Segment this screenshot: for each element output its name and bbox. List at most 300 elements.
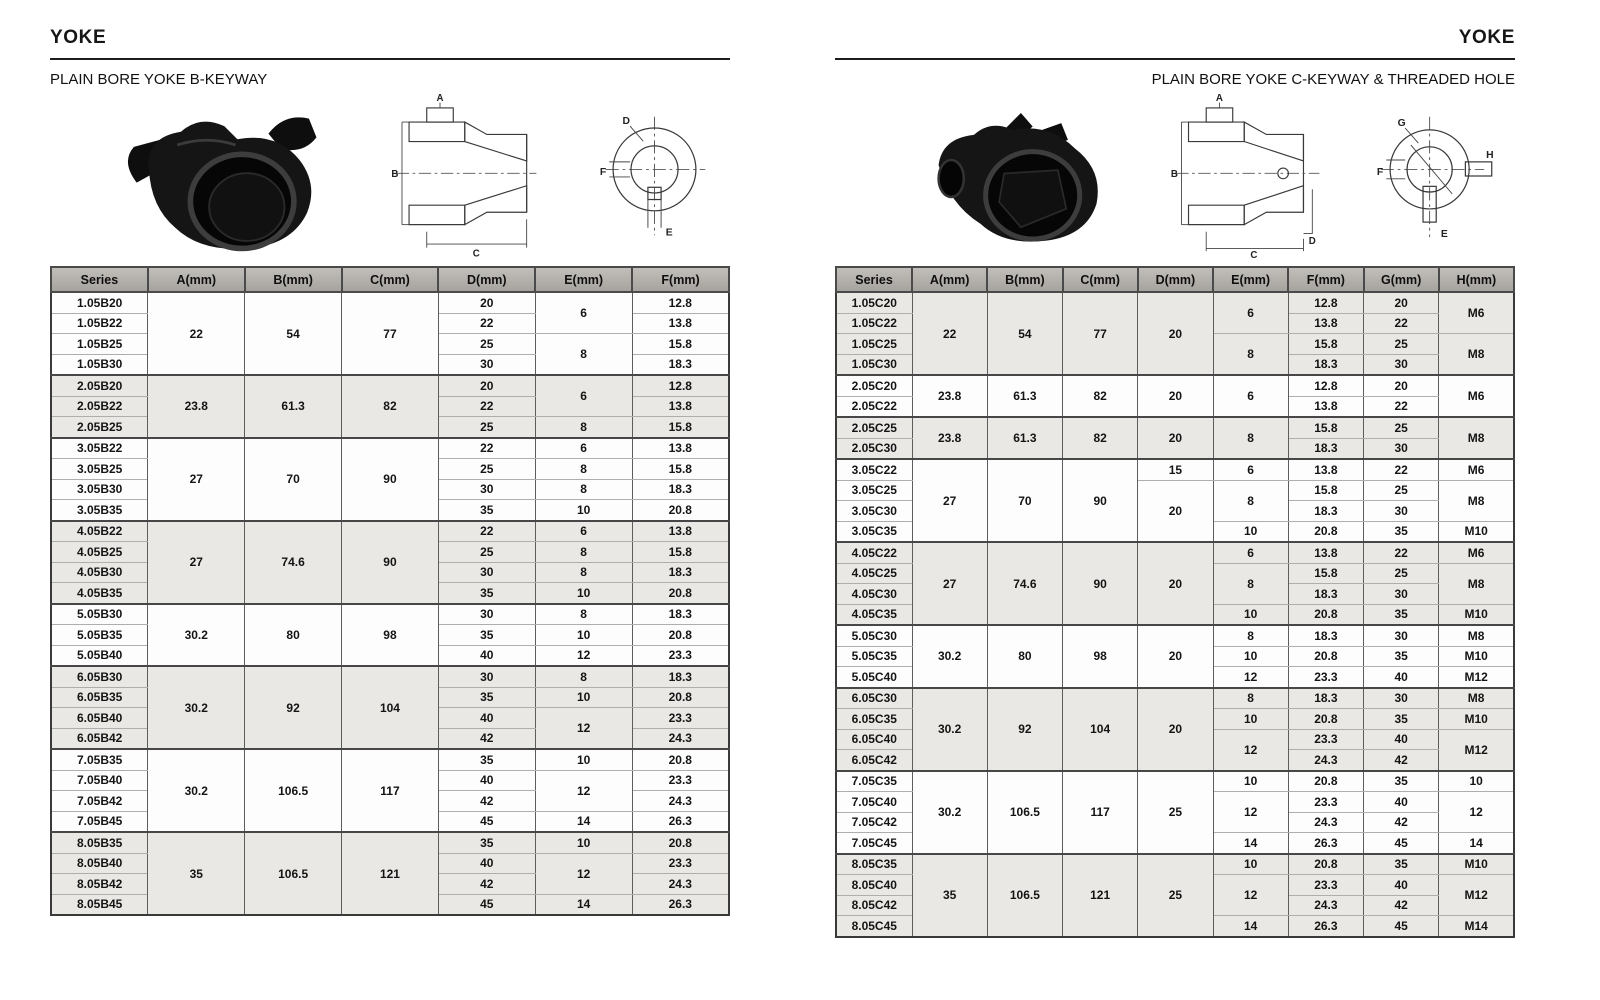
- value-cell: 20: [1138, 417, 1213, 459]
- series-group: [836, 417, 1514, 459]
- series-cell: 2.05B25: [51, 417, 148, 438]
- value-cell: 35: [438, 832, 535, 853]
- page-title-left: YOKE: [50, 27, 107, 48]
- table-row: [836, 854, 1514, 875]
- value-cell: 6: [535, 521, 632, 542]
- series-cell: 3.05C30: [836, 501, 912, 522]
- value-cell: 92: [245, 666, 342, 749]
- value-cell: M8: [1439, 417, 1514, 459]
- yoke-photo-icon: [92, 96, 332, 256]
- series-cell: 8.05B35: [51, 832, 148, 853]
- value-cell: 18.3: [1288, 688, 1363, 709]
- value-cell: 12: [1213, 875, 1288, 916]
- series-cell: 3.05C25: [836, 480, 912, 501]
- value-cell: 10: [535, 583, 632, 604]
- column-header: D(mm): [1138, 267, 1213, 292]
- value-cell: 20.8: [632, 500, 729, 521]
- value-cell: 106.5: [245, 749, 342, 832]
- value-cell: 24.3: [1288, 750, 1363, 771]
- value-cell: 20.8: [632, 832, 729, 853]
- table-row: [51, 438, 729, 459]
- series-cell: 7.05B40: [51, 770, 148, 791]
- value-cell: 20.8: [1288, 646, 1363, 667]
- value-cell: M8: [1439, 563, 1514, 604]
- yoke-end-view-drawing: [1364, 96, 1499, 256]
- value-cell: 20: [1138, 480, 1213, 542]
- value-cell: 30: [438, 604, 535, 625]
- value-cell: 8: [535, 459, 632, 480]
- value-cell: 106.5: [245, 832, 342, 915]
- series-cell: 5.05C30: [836, 625, 912, 646]
- value-cell: 35: [148, 832, 245, 915]
- value-cell: 106.5: [987, 854, 1062, 937]
- dim-label-a: A: [1215, 92, 1223, 104]
- series-cell: 6.05C40: [836, 729, 912, 750]
- series-cell: 4.05B22: [51, 521, 148, 542]
- series-cell: 5.05B30: [51, 604, 148, 625]
- series-cell: 3.05C22: [836, 459, 912, 480]
- table-row: [836, 292, 1514, 313]
- value-cell: 15.8: [1288, 417, 1363, 438]
- value-cell: M10: [1439, 854, 1514, 875]
- value-cell: 77: [1063, 292, 1138, 375]
- value-cell: 10: [535, 687, 632, 708]
- series-cell: 1.05B20: [51, 292, 148, 313]
- value-cell: 20: [1138, 542, 1213, 625]
- value-cell: 8: [1213, 480, 1288, 521]
- value-cell: 121: [342, 832, 439, 915]
- value-cell: 30: [1364, 501, 1439, 522]
- series-cell: 2.05C20: [836, 375, 912, 396]
- series-cell: 4.05C35: [836, 604, 912, 625]
- value-cell: 30.2: [912, 771, 987, 854]
- series-cell: 7.05C45: [836, 833, 912, 854]
- value-cell: 30: [438, 479, 535, 500]
- series-cell: 3.05B35: [51, 500, 148, 521]
- value-cell: 10: [535, 832, 632, 853]
- value-cell: 12: [1213, 729, 1288, 771]
- value-cell: 30.2: [148, 604, 245, 667]
- title-rule-right: [835, 58, 1515, 60]
- series-cell: 4.05B35: [51, 583, 148, 604]
- series-cell: 2.05B20: [51, 375, 148, 396]
- value-cell: 8: [535, 417, 632, 438]
- value-cell: 27: [912, 542, 987, 625]
- value-cell: 45: [438, 811, 535, 832]
- series-cell: 8.05B45: [51, 894, 148, 915]
- value-cell: 20.8: [1288, 521, 1363, 542]
- column-header: F(mm): [632, 267, 729, 292]
- value-cell: 23.3: [632, 645, 729, 666]
- dim-label-e: E: [1440, 229, 1448, 241]
- series-cell: 8.05C35: [836, 854, 912, 875]
- series-cell: 8.05C40: [836, 875, 912, 896]
- value-cell: 13.8: [1288, 459, 1363, 480]
- value-cell: 26.3: [632, 894, 729, 915]
- value-cell: 22: [438, 521, 535, 542]
- value-cell: 30: [1364, 354, 1439, 375]
- value-cell: 40: [438, 853, 535, 874]
- yoke-front-view-drawing: [1137, 92, 1332, 260]
- value-cell: 30: [438, 354, 535, 375]
- value-cell: 20.8: [1288, 854, 1363, 875]
- series-group: [836, 375, 1514, 417]
- value-cell: 6: [1213, 542, 1288, 563]
- value-cell: M12: [1439, 729, 1514, 771]
- series-cell: 6.05B42: [51, 728, 148, 749]
- column-header: B(mm): [245, 267, 342, 292]
- value-cell: 25: [1364, 563, 1439, 584]
- value-cell: 13.8: [632, 438, 729, 459]
- value-cell: 6: [535, 375, 632, 417]
- series-cell: 1.05B25: [51, 334, 148, 355]
- value-cell: M14: [1439, 916, 1514, 937]
- value-cell: 6: [1213, 292, 1288, 334]
- series-cell: 4.05C22: [836, 542, 912, 563]
- value-cell: 8: [535, 562, 632, 583]
- value-cell: 35: [1364, 646, 1439, 667]
- value-cell: 42: [438, 874, 535, 895]
- table-row: [51, 521, 729, 542]
- yoke-b-keyway-table: [50, 266, 730, 916]
- value-cell: 13.8: [632, 313, 729, 334]
- value-cell: 20.8: [632, 687, 729, 708]
- value-cell: 24.3: [632, 874, 729, 895]
- table-row: [51, 832, 729, 853]
- column-header: G(mm): [1364, 267, 1439, 292]
- value-cell: 20: [438, 292, 535, 313]
- value-cell: 10: [535, 625, 632, 646]
- table-row: [51, 666, 729, 687]
- value-cell: 8: [1213, 563, 1288, 604]
- value-cell: 14: [1213, 916, 1288, 937]
- value-cell: 8: [1213, 625, 1288, 646]
- value-cell: 18.3: [1288, 354, 1363, 375]
- value-cell: 20.8: [632, 749, 729, 770]
- series-cell: 7.05C40: [836, 792, 912, 813]
- drawings-right: [835, 92, 1515, 260]
- series-cell: 4.05C25: [836, 563, 912, 584]
- value-cell: 12.8: [1288, 292, 1363, 313]
- value-cell: 12: [535, 770, 632, 811]
- series-group: [836, 625, 1514, 688]
- value-cell: 20: [1138, 688, 1213, 771]
- value-cell: 14: [535, 894, 632, 915]
- value-cell: 82: [1063, 417, 1138, 459]
- value-cell: 30: [438, 562, 535, 583]
- value-cell: M8: [1439, 625, 1514, 646]
- dim-label-c: C: [472, 248, 480, 260]
- value-cell: M10: [1439, 646, 1514, 667]
- value-cell: 26.3: [1288, 916, 1363, 937]
- series-cell: 6.05B35: [51, 687, 148, 708]
- value-cell: 22: [1364, 542, 1439, 563]
- title-rule-left: [50, 58, 730, 60]
- value-cell: 8: [1213, 688, 1288, 709]
- value-cell: 14: [535, 811, 632, 832]
- series-cell: 2.05C25: [836, 417, 912, 438]
- value-cell: 35: [1364, 771, 1439, 792]
- value-cell: 6: [535, 292, 632, 334]
- value-cell: 6: [1213, 459, 1288, 480]
- value-cell: 10: [1439, 771, 1514, 792]
- value-cell: M12: [1439, 667, 1514, 688]
- value-cell: 12.8: [632, 375, 729, 396]
- value-cell: 22: [1364, 313, 1439, 334]
- column-header: C(mm): [1063, 267, 1138, 292]
- value-cell: 24.3: [1288, 812, 1363, 833]
- value-cell: 15.8: [632, 542, 729, 563]
- column-header: H(mm): [1439, 267, 1514, 292]
- value-cell: 13.8: [632, 521, 729, 542]
- value-cell: 30: [1364, 438, 1439, 459]
- value-cell: 117: [1063, 771, 1138, 854]
- series-cell: 6.05C35: [836, 709, 912, 730]
- value-cell: 23.3: [1288, 792, 1363, 813]
- dim-label-b: B: [391, 168, 399, 180]
- series-cell: 4.05B30: [51, 562, 148, 583]
- value-cell: 25: [1364, 334, 1439, 355]
- value-cell: 20: [438, 375, 535, 396]
- value-cell: 30: [1364, 584, 1439, 605]
- table-row: [836, 625, 1514, 646]
- table-row: [836, 688, 1514, 709]
- series-cell: 8.05B40: [51, 853, 148, 874]
- value-cell: 18.3: [632, 666, 729, 687]
- value-cell: 30: [1364, 625, 1439, 646]
- value-cell: 22: [1364, 396, 1439, 417]
- value-cell: 6: [535, 438, 632, 459]
- value-cell: M6: [1439, 292, 1514, 334]
- value-cell: M12: [1439, 875, 1514, 916]
- value-cell: M6: [1439, 459, 1514, 480]
- value-cell: 22: [1364, 459, 1439, 480]
- series-cell: 2.05C30: [836, 438, 912, 459]
- value-cell: 6: [1213, 375, 1288, 417]
- table-row: [51, 375, 729, 396]
- value-cell: 25: [438, 542, 535, 563]
- dim-label-d: D: [1308, 236, 1316, 248]
- value-cell: 61.3: [245, 375, 342, 438]
- value-cell: 70: [987, 459, 1062, 542]
- value-cell: 12.8: [1288, 375, 1363, 396]
- series-cell: 6.05B40: [51, 708, 148, 729]
- value-cell: 12: [1213, 792, 1288, 833]
- value-cell: 25: [438, 459, 535, 480]
- series-group: [51, 666, 729, 749]
- table-row: [51, 749, 729, 770]
- value-cell: 24.3: [1288, 895, 1363, 916]
- value-cell: 20.8: [632, 583, 729, 604]
- value-cell: 90: [1063, 542, 1138, 625]
- series-cell: 7.05B35: [51, 749, 148, 770]
- value-cell: 8: [535, 479, 632, 500]
- table-row: [836, 417, 1514, 438]
- series-cell: 7.05B45: [51, 811, 148, 832]
- value-cell: 20.8: [632, 625, 729, 646]
- value-cell: 10: [1213, 771, 1288, 792]
- series-cell: 1.05C20: [836, 292, 912, 313]
- value-cell: 13.8: [1288, 396, 1363, 417]
- series-cell: 7.05C35: [836, 771, 912, 792]
- series-group: [836, 292, 1514, 375]
- column-header: Series: [51, 267, 148, 292]
- value-cell: 15.8: [632, 334, 729, 355]
- value-cell: 23.3: [632, 708, 729, 729]
- value-cell: 90: [342, 521, 439, 604]
- page-title-right: YOKE: [1458, 27, 1515, 48]
- series-group: [51, 749, 729, 832]
- value-cell: 12: [535, 853, 632, 894]
- value-cell: 22: [438, 396, 535, 417]
- value-cell: 18.3: [1288, 584, 1363, 605]
- dim-label-a: A: [436, 92, 444, 104]
- value-cell: 42: [1364, 812, 1439, 833]
- column-header: Series: [836, 267, 912, 292]
- value-cell: 8: [535, 542, 632, 563]
- value-cell: 23.3: [632, 853, 729, 874]
- dim-label-c: C: [1250, 250, 1258, 260]
- value-cell: 104: [342, 666, 439, 749]
- series-cell: 1.05B22: [51, 313, 148, 334]
- value-cell: 18.3: [1288, 501, 1363, 522]
- value-cell: 15.8: [632, 417, 729, 438]
- value-cell: 8: [535, 604, 632, 625]
- series-cell: 8.05C42: [836, 895, 912, 916]
- series-cell: 6.05C30: [836, 688, 912, 709]
- value-cell: 23.3: [1288, 875, 1363, 896]
- value-cell: 104: [1063, 688, 1138, 771]
- value-cell: 15: [1138, 459, 1213, 480]
- column-header: F(mm): [1288, 267, 1363, 292]
- series-cell: 3.05C35: [836, 521, 912, 542]
- header-row: [836, 267, 1514, 292]
- series-cell: 1.05C30: [836, 354, 912, 375]
- series-group: [836, 854, 1514, 937]
- series-group: [51, 604, 729, 667]
- value-cell: 15.8: [1288, 480, 1363, 501]
- table-row: [51, 292, 729, 313]
- value-cell: 30.2: [912, 625, 987, 688]
- series-cell: 6.05C42: [836, 750, 912, 771]
- series-group: [51, 832, 729, 915]
- value-cell: 61.3: [987, 417, 1062, 459]
- subtitle-right: PLAIN BORE YOKE C-KEYWAY & THREADED HOLE: [1151, 71, 1515, 88]
- yoke-photo-icon: [905, 96, 1115, 256]
- value-cell: 22: [912, 292, 987, 375]
- series-cell: 5.05C35: [836, 646, 912, 667]
- value-cell: 20.8: [1288, 604, 1363, 625]
- value-cell: 74.6: [245, 521, 342, 604]
- subtitle-left: PLAIN BORE YOKE B-KEYWAY: [50, 71, 268, 88]
- value-cell: 77: [342, 292, 439, 375]
- header-row: [51, 267, 729, 292]
- value-cell: M6: [1439, 542, 1514, 563]
- series-group: [836, 688, 1514, 771]
- column-header: D(mm): [438, 267, 535, 292]
- value-cell: 22: [438, 438, 535, 459]
- value-cell: 35: [438, 583, 535, 604]
- value-cell: 12.8: [632, 292, 729, 313]
- value-cell: 35: [438, 687, 535, 708]
- table-row: [836, 542, 1514, 563]
- value-cell: 12: [1439, 792, 1514, 833]
- value-cell: 26.3: [632, 811, 729, 832]
- value-cell: 25: [1138, 854, 1213, 937]
- series-group: [836, 459, 1514, 542]
- value-cell: 25: [1138, 771, 1213, 854]
- value-cell: 30: [438, 666, 535, 687]
- value-cell: 30.2: [148, 666, 245, 749]
- value-cell: 40: [438, 645, 535, 666]
- series-cell: 8.05B42: [51, 874, 148, 895]
- value-cell: 82: [342, 375, 439, 438]
- value-cell: 80: [245, 604, 342, 667]
- value-cell: 23.3: [1288, 729, 1363, 750]
- value-cell: M8: [1439, 688, 1514, 709]
- value-cell: 40: [1364, 667, 1439, 688]
- value-cell: 20: [1138, 625, 1213, 688]
- value-cell: 74.6: [987, 542, 1062, 625]
- dim-label-h: H: [1486, 150, 1494, 162]
- table-row: [51, 604, 729, 625]
- value-cell: 40: [438, 770, 535, 791]
- value-cell: 22: [438, 313, 535, 334]
- value-cell: 24.3: [632, 728, 729, 749]
- dim-label-f: F: [599, 167, 607, 179]
- value-cell: 27: [148, 521, 245, 604]
- value-cell: 40: [438, 708, 535, 729]
- series-cell: 1.05B30: [51, 354, 148, 375]
- value-cell: 35: [438, 625, 535, 646]
- series-cell: 6.05B30: [51, 666, 148, 687]
- series-cell: 5.05B35: [51, 625, 148, 646]
- value-cell: 106.5: [987, 771, 1062, 854]
- series-cell: 3.05B30: [51, 479, 148, 500]
- value-cell: 117: [342, 749, 439, 832]
- value-cell: 18.3: [632, 479, 729, 500]
- value-cell: 35: [1364, 604, 1439, 625]
- column-header: A(mm): [148, 267, 245, 292]
- value-cell: 45: [438, 894, 535, 915]
- value-cell: 25: [1364, 480, 1439, 501]
- value-cell: M6: [1439, 375, 1514, 417]
- value-cell: 20: [1364, 292, 1439, 313]
- value-cell: 80: [987, 625, 1062, 688]
- value-cell: 20: [1364, 375, 1439, 396]
- value-cell: 42: [438, 728, 535, 749]
- value-cell: 45: [1364, 833, 1439, 854]
- value-cell: 10: [1213, 521, 1288, 542]
- value-cell: 40: [1364, 875, 1439, 896]
- column-header: C(mm): [342, 267, 439, 292]
- value-cell: 12: [535, 708, 632, 750]
- value-cell: 82: [1063, 375, 1138, 417]
- series-cell: 5.05B40: [51, 645, 148, 666]
- series-group: [51, 292, 729, 375]
- value-cell: 18.3: [632, 354, 729, 375]
- series-cell: 7.05C42: [836, 812, 912, 833]
- value-cell: 90: [342, 438, 439, 521]
- value-cell: 23.8: [912, 417, 987, 459]
- value-cell: M10: [1439, 709, 1514, 730]
- dim-label-f: F: [1376, 167, 1384, 179]
- series-group: [836, 771, 1514, 854]
- value-cell: M8: [1439, 480, 1514, 521]
- value-cell: 26.3: [1288, 833, 1363, 854]
- right-panel: [835, 26, 1515, 938]
- series-group: [51, 438, 729, 521]
